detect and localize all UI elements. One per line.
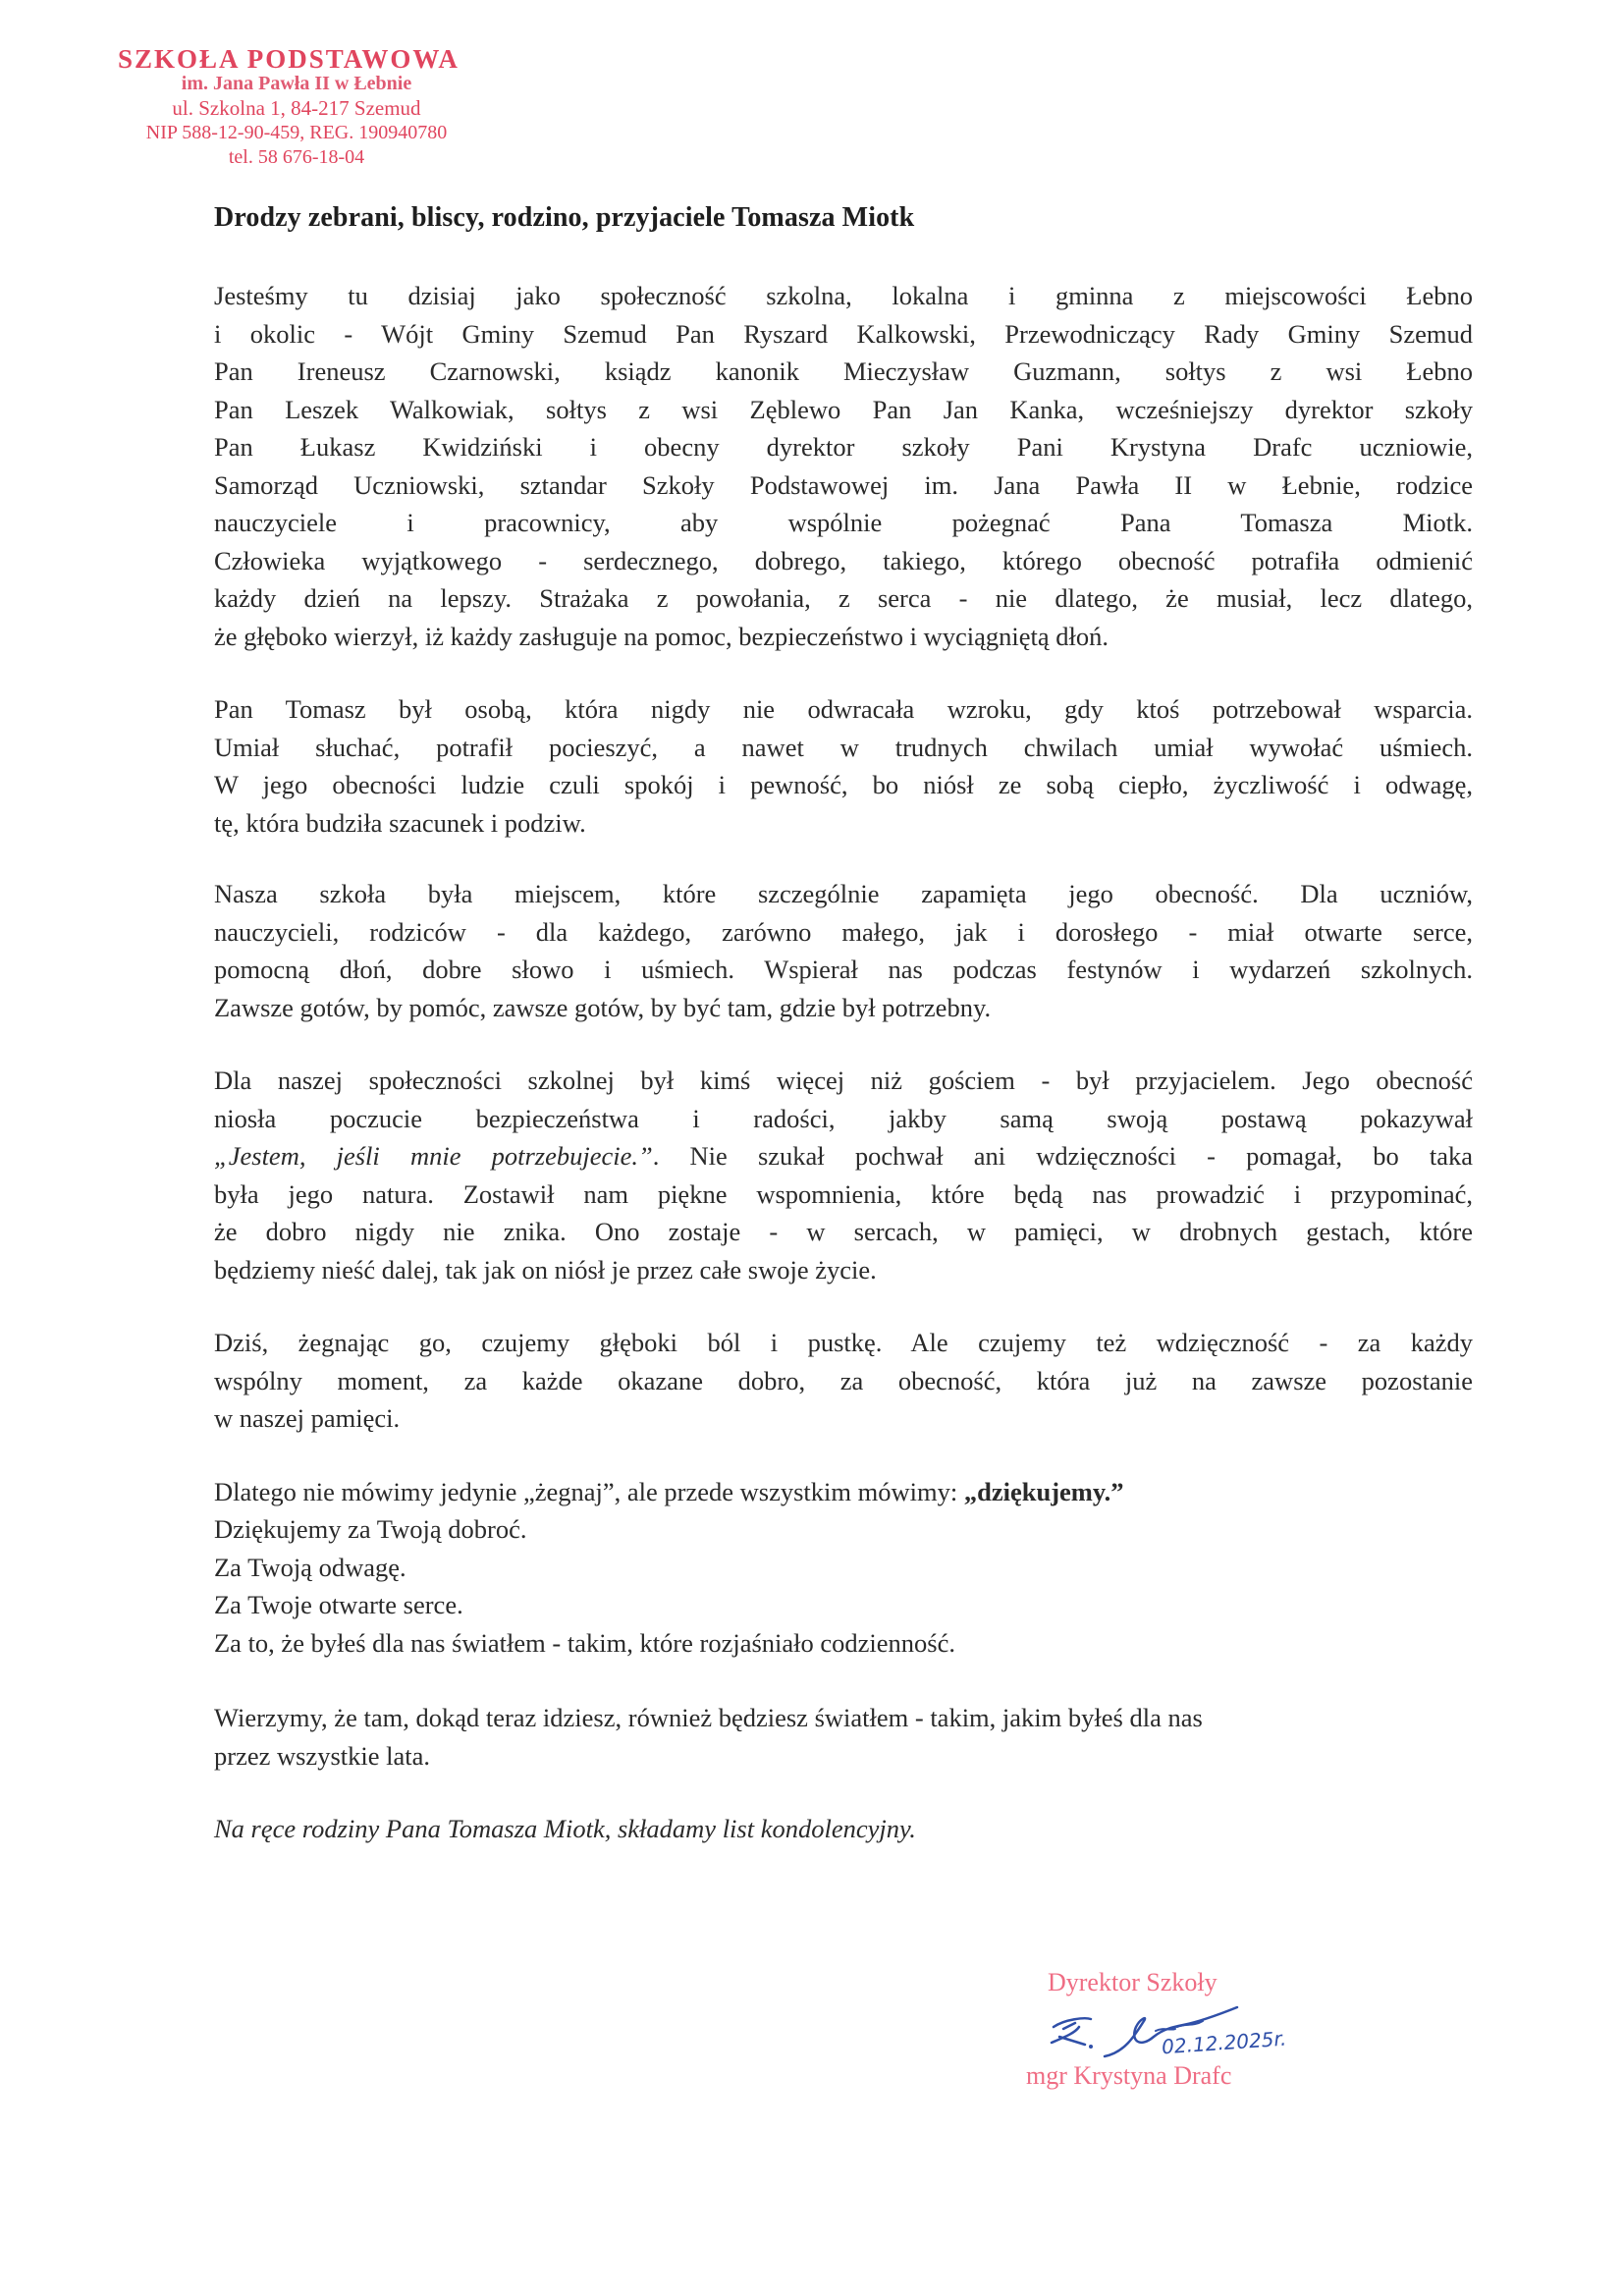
text-line: Umiał słuchać, potrafił pocieszyć, a nawet w trudnych chwilach umiał wywołać uśmiech. bbox=[214, 732, 1473, 762]
thanks-bold-word: „dziękujemy.” bbox=[963, 1476, 1124, 1506]
text-line: w naszej pamięci. bbox=[214, 1403, 401, 1433]
letter-heading: Drodzy zebrani, bliscy, rodzino, przyjaciele Tomasza Miotk bbox=[214, 202, 915, 233]
signature-name: mgr Krystyna Drafc bbox=[1026, 2061, 1232, 2090]
text-line: że dobro nigdy nie znika. Ono zostaje - w sercach, w pamięci, w drobnych gestach, które bbox=[214, 1217, 1473, 1246]
paragraph-farewell bbox=[214, 1699, 1473, 1775]
text-line: Zawsze gotów, by pomóc, zawsze gotów, by być tam, gdzie był potrzebny. bbox=[214, 992, 992, 1022]
text-line bbox=[214, 1473, 1473, 1511]
text-line: wspólny moment, za każde okazane dobro, za obecność, która już na zawsze pozostanie bbox=[214, 1365, 1473, 1395]
letter-body bbox=[214, 277, 1473, 1884]
paragraph-grief bbox=[214, 1324, 1473, 1438]
text-line: Dla naszej społeczności szkolnej był kimś więcej niż gościem - był przyjacielem. Jego obecność bbox=[214, 1066, 1473, 1095]
text-line: Wierzymy, że tam, dokąd teraz idziesz, również będziesz światłem - takim, jakim byłeś dla nas bbox=[214, 1703, 1203, 1732]
stamp-school-name: SZKOŁA PODSTAWOWA bbox=[118, 44, 460, 74]
paragraph-community bbox=[214, 1062, 1473, 1288]
text-line: nauczyciele i pracownicy, aby wspólnie pożegnać Pana Tomasza Miotk. bbox=[214, 508, 1473, 537]
text-line: że głęboko wierzył, iż każdy zasługuje na pomoc, bezpieczeństwo i wyciągniętą dłoń. bbox=[214, 621, 1109, 651]
text-line: i okolic - Wójt Gminy Szemud Pan Ryszard Kalkowski, Przewodniczący Rady Gminy Szemud bbox=[214, 318, 1473, 349]
signature-date: 02.12.2025r. bbox=[1161, 2026, 1287, 2059]
stamp-address: ul. Szkolna 1, 84-217 Szemud bbox=[172, 96, 421, 120]
text-line: Pan Łukasz Kwidziński i obecny dyrektor szkoły Pani Krystyna Drafc uczniowie, bbox=[214, 432, 1473, 462]
quote-text: „Jestem, jeśli mnie potrzebujecie.” bbox=[214, 1141, 653, 1171]
text-line: Nasza szkoła była miejscem, które szczególnie zapamięta jego obecność. Dla uczniów, bbox=[214, 879, 1473, 908]
text-line: pomocną dłoń, dobre słowo i uśmiech. Wspierał nas podczas festynów i wydarzeń szkolnych. bbox=[214, 955, 1473, 984]
text-line: nauczycieli, rodziców - dla każdego, zarówno małego, jak i dorosłego - miał otwarte serce, bbox=[214, 916, 1473, 947]
text-line: Pan Tomasz był osobą, która nigdy nie odwracała wzroku, gdy ktoś potrzebował wsparcia. bbox=[214, 694, 1473, 724]
closing-note: Na ręce rodziny Pana Tomasza Miotk, składamy list kondolencyjny. bbox=[214, 1814, 916, 1843]
text-line: przez wszystkie lata. bbox=[214, 1740, 430, 1771]
school-stamp bbox=[110, 44, 483, 170]
text-line: była jego natura. Zostawił nam piękne wspomnienia, które będą nas prowadzić i przypominać, bbox=[214, 1178, 1473, 1209]
text-line: tę, która budziła szacunek i podziw. bbox=[214, 807, 586, 838]
text-line: Za Twoją odwagę. bbox=[214, 1552, 406, 1582]
text-line: Dziś, żegnając go, czujemy głęboki ból i pustkę. Ale czujemy też wdzięczność - za każdy bbox=[214, 1328, 1473, 1357]
text-line: Pan Ireneusz Czarnowski, ksiądz kanonik Mieczysław Guzmann, sołtys z wsi Łebno bbox=[214, 356, 1473, 386]
thanks-intro: Dlatego nie mówimy jedynie „żegnaj”, ale przede wszystkim mówimy: bbox=[214, 1476, 964, 1506]
stamp-nip-reg: NIP 588-12-90-459, REG. 190940780 bbox=[145, 122, 448, 143]
signature-title: Dyrektor Szkoły bbox=[1048, 1968, 1217, 1996]
text-line: Pan Leszek Walkowiak, sołtys z wsi Zęblewo Pan Jan Kanka, wcześniejszy dyrektor szkoły bbox=[214, 394, 1473, 424]
text-line bbox=[214, 1137, 1473, 1175]
text-line: będziemy nieść dalej, tak jak on niósł je przez całe swoje życie. bbox=[214, 1254, 877, 1285]
stamp-phone: tel. 58 676-18-04 bbox=[228, 146, 365, 168]
paragraph-intro bbox=[214, 277, 1473, 655]
text-line: Jesteśmy tu dzisiaj jako społeczność szkolna, lokalna i gminna z miejscowości Łebno bbox=[214, 281, 1473, 310]
stamp-patron: im. Jana Pawła II w Łebnie bbox=[181, 73, 412, 94]
text-line: niosła poczucie bezpieczeństwa i radości, jakby samą swoją postawą pokazywał bbox=[214, 1103, 1473, 1133]
text-line: Za Twoje otwarte serce. bbox=[214, 1590, 463, 1619]
text-line: każdy dzień na lepszy. Strażaka z powołania, z serca - nie dlatego, że musiał, lecz dlatego, bbox=[214, 583, 1473, 613]
paragraph-thanks bbox=[214, 1473, 1473, 1663]
paragraph-school bbox=[214, 875, 1473, 1026]
text-line: Dziękujemy za Twoją dobroć. bbox=[214, 1514, 527, 1544]
text-line: Człowieka wyjątkowego - serdecznego, dobrego, takiego, którego obecność potrafiła odmienić bbox=[214, 545, 1473, 575]
text-line: Za to, że byłeś dla nas światłem - takim, które rozjaśniało codzienność. bbox=[214, 1627, 956, 1658]
paragraph-about-tomasz bbox=[214, 690, 1473, 842]
text-fragment: . Nie szukał pochwał ani wdzięczności - pomagał, bo taka bbox=[652, 1141, 1473, 1171]
text-line: Samorząd Uczniowski, sztandar Szkoły Podstawowej im. Jana Pawła II w Łebnie, rodzice bbox=[214, 469, 1473, 500]
text-line: W jego obecności ludzie czuli spokój i pewność, bo niósł ze sobą ciepło, życzliwość i odwagę, bbox=[214, 770, 1473, 799]
